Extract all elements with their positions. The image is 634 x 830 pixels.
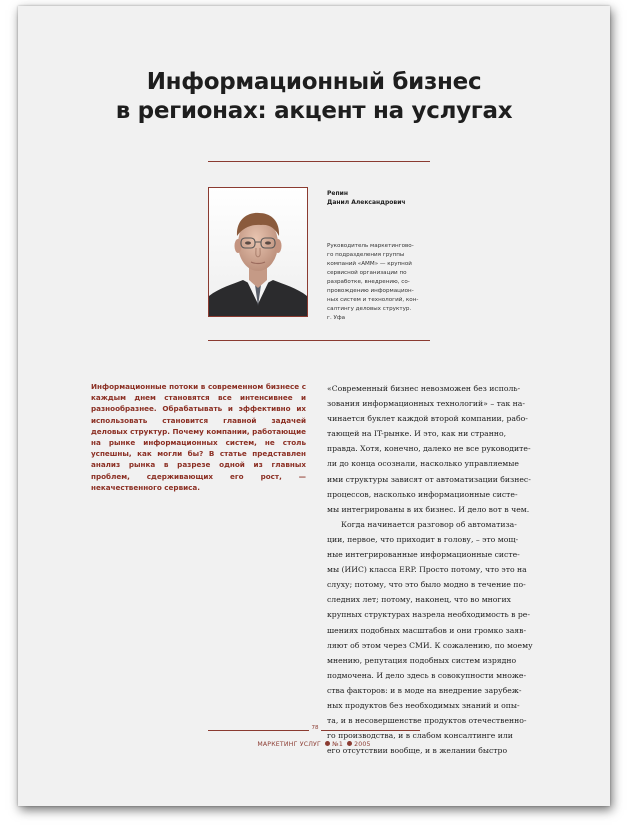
bullet-dot-icon (325, 741, 330, 746)
body-line: ные интегрированные информационные систе- (327, 550, 520, 560)
body-line: его отсутствии вообще, и в желании быстро (327, 746, 508, 756)
author-block-top-rule (208, 161, 430, 162)
article-title (18, 68, 610, 126)
body-line: ляют об этом через СМИ. К сожалению, по моему (327, 640, 533, 650)
author-bio (327, 242, 429, 323)
bullet-dot-icon (347, 741, 352, 746)
article-title-line-1: Информационный бизнес (146, 69, 482, 95)
body-line: ства факторов: и в моде на внедрение зарубеж- (327, 685, 522, 695)
magazine-name: МАРКЕТИНГ УСЛУГ (257, 741, 322, 748)
author-photo (208, 187, 308, 317)
author-bio-line: провождению информацион- (327, 288, 414, 294)
body-line: слуху; потому, что это было модно в течение по- (327, 580, 526, 590)
author-bio-line: сервисной организации по (327, 270, 407, 276)
body-line: мы (ИИС) класса ERP. Просто потому, что это на (327, 565, 527, 575)
page-number: 78 (309, 725, 321, 735)
body-line: ими структуры зависят от автоматизации бизнес- (327, 474, 531, 484)
body-line: «Современный бизнес невозможен без исполь- (327, 384, 521, 393)
author-bio-line: го подразделения группы (327, 252, 405, 258)
magazine-page (18, 6, 610, 806)
body-line: подмочена. И дело здесь в совокупности множе- (327, 670, 527, 680)
body-line: ли до конца осознали, насколько управляемые (327, 459, 519, 469)
author-given-names: Данил Александрович (327, 199, 406, 206)
body-line: следних лет; потому, наконец, что во многих (327, 595, 511, 605)
body-line: шениях подобных масштабов и они громко заяв- (327, 625, 527, 635)
issue-number: №1 (332, 741, 343, 748)
author-bio-line: ных систем и технологий, кон- (327, 297, 419, 303)
body-line: та, и в несовершенстве продуктов отечественно- (327, 716, 527, 726)
lead-paragraph: Информационные потоки в современном бизнесе с каждым днем становятся все интенсивнее и разнообразнее. Обрабатывать и эффективно их использовать становится главной задачей деловых структур. Почему компании, работающие на рынке информационных систем, не столь успешны, как могли бы? В статье представлен анализ рынка в разрезе одной из главных проблем, сдерживающих его рост, — некачественного сервиса. (91, 382, 306, 492)
author-bio-line: компаний «АММ» — крупной (327, 261, 412, 267)
author-block-bottom-rule (208, 340, 430, 341)
body-line: Когда начинается разговор об автоматиза- (341, 519, 517, 529)
author-name (327, 189, 406, 207)
author-surname: Репин (327, 190, 348, 197)
body-line: процессов, насколько информационные систе- (327, 489, 518, 499)
article-body (327, 381, 543, 758)
body-line: мнению, репутация подобных систем изрядно (327, 655, 517, 665)
running-footer (18, 741, 610, 748)
body-line: ных продуктов без необходимых знаний и опы- (327, 700, 520, 710)
body-line: тающей на IT-рынке. И это, как ни странно, (327, 429, 507, 439)
author-bio-line: г. Уфа (327, 315, 346, 321)
author-bio-line: Руководитель маркетингово- (327, 243, 414, 249)
author-bio-line: разработке, внедрению, со- (327, 279, 410, 285)
body-line: го производства, и в слабом консалтинге или (327, 731, 513, 741)
article-title-line-2: в регионах: акцент на услугах (115, 98, 513, 124)
body-line: мы интегрированы в их бизнес. И дело вот в чем. (327, 504, 530, 514)
body-line: зования информационных технологий» – так на- (327, 399, 525, 409)
body-line: ции, первое, что приходит в голову, – это мощ- (327, 534, 519, 544)
author-bio-line: салтингу деловых структур. (327, 306, 412, 312)
body-line: чинается буклет каждой второй компании, рабо- (327, 414, 528, 424)
body-line: крупных структурах назрела необходимость в ре- (327, 610, 530, 620)
issue-year: 2005 (354, 741, 371, 748)
body-line: правда. Хотя, конечно, далеко не все руководите- (327, 444, 531, 454)
